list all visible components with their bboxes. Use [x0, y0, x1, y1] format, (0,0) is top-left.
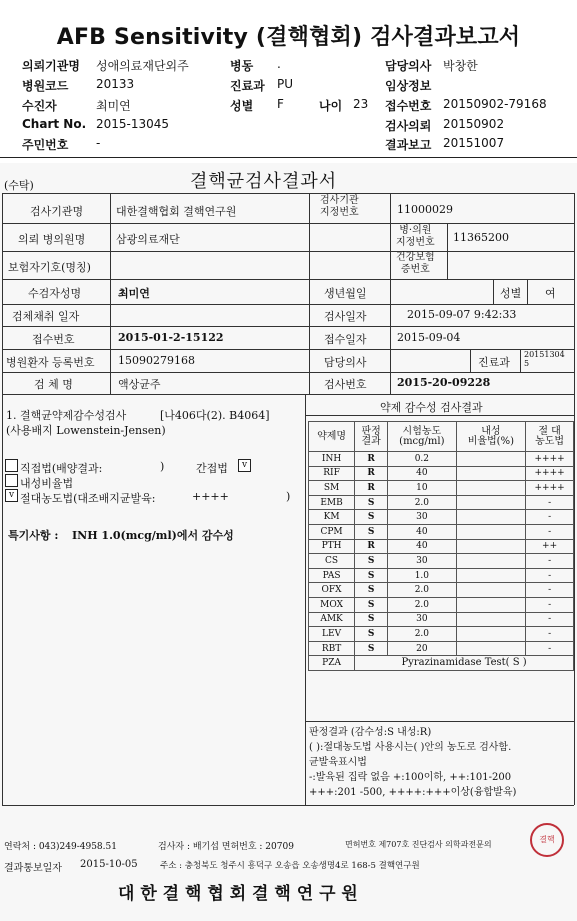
- absolute-growth: ++++: [192, 490, 229, 503]
- examiner: 검사자 : 배기섭 면허번호 : 20709: [158, 842, 294, 852]
- resistance-ratio-checkbox[interactable]: [5, 474, 18, 487]
- insurer-label: 보험자기호(명칭): [8, 261, 91, 274]
- lab-id: 11000029: [397, 203, 453, 216]
- drug-table-title: 약제 감수성 검사결과: [380, 401, 483, 414]
- collect-label: 검체채취 일자: [12, 310, 80, 323]
- grid-line: [447, 223, 448, 279]
- drug-result: R: [355, 466, 388, 481]
- grid-line: [2, 223, 574, 224]
- report-date: 2015-10-05: [80, 859, 138, 870]
- drug-name: AMK: [309, 612, 355, 627]
- drug-name: INH: [309, 452, 355, 467]
- grid-line: [2, 394, 574, 395]
- drug-name: CS: [309, 554, 355, 569]
- drug-absolute: ++++: [526, 481, 574, 496]
- drug-row: [309, 641, 574, 656]
- drug-conc: 1.0: [388, 568, 456, 583]
- patient-label: 수검자성명: [28, 287, 82, 300]
- direct-method-close: ): [160, 460, 165, 473]
- legend-line: +++:201 -500, ++++:+++이상(융합발육): [309, 787, 517, 798]
- drug-result: S: [355, 554, 388, 569]
- header-value: 20133: [96, 77, 135, 91]
- header-value: 박창한: [443, 59, 478, 73]
- grid-line: [2, 372, 574, 373]
- drug-row: [309, 524, 574, 539]
- seal-stamp: [530, 823, 564, 857]
- specimen-label: 검 체 명: [34, 378, 73, 391]
- conc-col-header: 시험농도 (mcg/ml): [388, 422, 456, 452]
- drug-absolute: ++++: [526, 452, 574, 467]
- birth-label: 생년월일: [324, 287, 367, 300]
- drug-absolute: ++++: [526, 466, 574, 481]
- test-date-label: 검사일자: [324, 310, 367, 323]
- drug-name: CPM: [309, 524, 355, 539]
- drug-name: PTH: [309, 539, 355, 554]
- drug-result: R: [355, 481, 388, 496]
- dept-label: 진료과: [478, 356, 510, 369]
- grid-line: [2, 326, 574, 327]
- drug-absolute: -: [526, 583, 574, 598]
- absolute-col-header: 절 대 농도법: [526, 422, 574, 452]
- drug-absolute: -: [526, 641, 574, 656]
- grid-line: [309, 193, 310, 394]
- drug-result: S: [355, 612, 388, 627]
- drug-row: [309, 481, 574, 496]
- lab-name: 대한결핵협회 결핵연구원: [116, 205, 237, 218]
- receipt-no-label: 접수번호: [32, 333, 75, 346]
- grid-line: [2, 251, 574, 252]
- ratio-col-header: 내성 비율법(%): [456, 422, 526, 452]
- hosp-reg-label: 병원환자 등록번호: [6, 356, 95, 369]
- grid-line: [2, 193, 3, 805]
- header-value: .: [277, 57, 281, 71]
- receipt-no: 2015-01-2-15122: [118, 331, 224, 344]
- drug-row: [309, 612, 574, 627]
- drug-ratio: [456, 612, 526, 627]
- drug-ratio: [456, 510, 526, 525]
- drug-row: [309, 452, 574, 467]
- drug-result: S: [355, 597, 388, 612]
- req-hosp-label: 의뢰 병의원명: [18, 233, 86, 246]
- drug-absolute: ++: [526, 539, 574, 554]
- header-label: 결과보고: [385, 138, 432, 152]
- drug-col-header: 약제명: [309, 422, 355, 452]
- drug-name: EMB: [309, 495, 355, 510]
- doctor-label: 담당의사: [324, 356, 367, 369]
- grid-line: [574, 193, 575, 805]
- contact: 연락처 : 043)249-4958.51: [4, 842, 117, 852]
- header-label: 성별: [230, 99, 254, 113]
- clinic-id-label: 병·의원 지정번호: [396, 225, 435, 248]
- drug-absolute: -: [526, 495, 574, 510]
- grid-line: [305, 415, 574, 416]
- header-label: 임상정보: [385, 79, 432, 93]
- header-label: 병원코드: [22, 79, 69, 93]
- pza-value: Pyrazinamidase Test( S ): [355, 656, 574, 671]
- receipt-date: 2015-09-04: [397, 331, 461, 344]
- grid-line: [520, 349, 521, 372]
- grid-line: [470, 349, 471, 372]
- drug-conc: 40: [388, 466, 456, 481]
- header-value: 20150902: [443, 117, 505, 131]
- req-hosp: 삼광의료재단: [116, 233, 180, 246]
- drug-ratio: [456, 524, 526, 539]
- drug-conc: 2.0: [388, 583, 456, 598]
- drug-result: S: [355, 627, 388, 642]
- drug-ratio: [456, 597, 526, 612]
- indirect-method-checkbox[interactable]: v: [238, 459, 251, 472]
- header-label: 주민번호: [22, 138, 69, 152]
- drug-absolute: -: [526, 612, 574, 627]
- drug-result: S: [355, 495, 388, 510]
- drug-sensitivity-table: [308, 421, 574, 671]
- drug-ratio: [456, 627, 526, 642]
- test-name: 1. 결핵균약제감수성검사: [6, 409, 127, 422]
- header-label: 의뢰기관명: [22, 59, 80, 73]
- header-label: 병동: [230, 59, 254, 73]
- drug-row: [309, 583, 574, 598]
- drug-name: KM: [309, 510, 355, 525]
- drug-absolute: -: [526, 627, 574, 642]
- drug-row: [309, 539, 574, 554]
- drug-conc: 30: [388, 554, 456, 569]
- drug-conc: 0.2: [388, 452, 456, 467]
- drug-conc: 10: [388, 481, 456, 496]
- grid-line: [390, 193, 391, 394]
- drug-conc: 2.0: [388, 495, 456, 510]
- drug-result: S: [355, 524, 388, 539]
- drug-row: [309, 510, 574, 525]
- drug-name: RBT: [309, 641, 355, 656]
- remarks-label: 특기사항 :: [8, 529, 59, 542]
- grid-line: [2, 279, 574, 280]
- drug-absolute: -: [526, 524, 574, 539]
- drug-conc: 30: [388, 612, 456, 627]
- sex: 여: [545, 287, 556, 300]
- drug-conc: 30: [388, 510, 456, 525]
- grid-line: [110, 193, 111, 394]
- header-label: 검사의뢰: [385, 119, 432, 133]
- receipt-tag: (수탁): [4, 179, 34, 192]
- drug-row: [309, 568, 574, 583]
- drug-row: [309, 554, 574, 569]
- header-label: 진료과: [230, 79, 265, 93]
- scanned-certificate: [0, 163, 577, 921]
- header-label: 수진자: [22, 99, 57, 113]
- drug-result: R: [355, 539, 388, 554]
- remarks: INH 1.0(mcg/ml)에서 감수성: [72, 529, 234, 542]
- drug-table-header-row: [309, 422, 574, 452]
- license: 면허번호 제707호 진단검사 의학과전문의: [345, 840, 492, 849]
- direct-method-label: 직접법(배양결과:: [20, 462, 103, 475]
- header-label: 접수번호: [385, 99, 432, 113]
- header-value: -: [96, 136, 101, 150]
- drug-absolute: -: [526, 554, 574, 569]
- grid-line: [493, 279, 494, 304]
- header-label: 담당의사: [385, 59, 432, 73]
- drug-result: S: [355, 510, 388, 525]
- grid-line: [2, 805, 574, 806]
- header-value: 2015-13045: [96, 117, 170, 131]
- drug-conc: 2.0: [388, 597, 456, 612]
- absolute-conc-checkbox[interactable]: v: [5, 489, 18, 502]
- legend-line: 판정결과 (감수성:S 내성:R): [309, 727, 432, 738]
- drug-absolute: -: [526, 510, 574, 525]
- lab-name-label: 검사기관명: [30, 205, 84, 218]
- grid-line: [2, 304, 574, 305]
- address: 주소 : 충청북도 청주시 흥덕구 오송읍 오송생명4로 168-5 결핵연구원: [160, 861, 420, 871]
- absolute-conc-label: 절대농도법(대조배지균발육:: [20, 492, 156, 505]
- receipt-date-label: 접수일자: [324, 333, 367, 346]
- header-value: 최미연: [96, 99, 131, 113]
- header-label: Chart No.: [22, 117, 87, 131]
- lab-id-label: 검사기관 지정번호: [320, 195, 359, 218]
- drug-absolute: -: [526, 597, 574, 612]
- drug-ratio: [456, 554, 526, 569]
- dept: 20151304 5: [524, 350, 565, 368]
- test-date: 2015-09-07 9:42:33: [407, 308, 517, 321]
- drug-row: [309, 627, 574, 642]
- drug-name: LEV: [309, 627, 355, 642]
- drug-ratio: [456, 466, 526, 481]
- report-title: AFB Sensitivity (결핵협회) 검사결과보고서: [56, 25, 521, 50]
- header-value: 23: [353, 97, 369, 111]
- drug-name: MOX: [309, 597, 355, 612]
- header-value: 성애의료재단외주: [96, 59, 189, 73]
- test-code: [나406다(2). B4064]: [160, 409, 270, 422]
- drug-row: [309, 495, 574, 510]
- drug-name: RIF: [309, 466, 355, 481]
- header-label: 나이: [319, 99, 343, 113]
- sex-label: 성별: [500, 287, 522, 300]
- hosp-reg: 15090279168: [118, 354, 195, 367]
- drug-name: SM: [309, 481, 355, 496]
- header-value: PU: [277, 77, 294, 91]
- exam-no-label: 검사번호: [324, 378, 367, 391]
- drug-name: OFX: [309, 583, 355, 598]
- direct-method-checkbox[interactable]: [5, 459, 18, 472]
- legend-line: -:발육된 집락 없음 +:100이하, ++:101-200: [309, 772, 512, 783]
- grid-line: [2, 193, 574, 194]
- drug-ratio: [456, 583, 526, 598]
- report-date-label: 결과통보일자: [4, 863, 62, 874]
- seal-text: 결핵: [539, 835, 555, 844]
- legend-line: ( ):절대농도법 사용시는( )안의 농도로 검사함.: [309, 742, 512, 753]
- header-value: 20151007: [443, 136, 505, 150]
- drug-conc: 40: [388, 539, 456, 554]
- drug-ratio: [456, 568, 526, 583]
- exam-no: 2015-20-09228: [397, 376, 491, 389]
- grid-line: [305, 721, 574, 722]
- certificate-title: 결핵균검사결과서: [190, 171, 338, 192]
- resistance-ratio-label: 내성비율법: [20, 477, 74, 490]
- absolute-close: ): [286, 490, 291, 503]
- clinic-id: 11365200: [453, 231, 509, 244]
- drug-absolute: -: [526, 568, 574, 583]
- pza-label: PZA: [309, 656, 355, 671]
- specimen: 액상균주: [118, 378, 161, 391]
- drug-conc: 2.0: [388, 627, 456, 642]
- legend: [309, 725, 516, 800]
- pza-row: [309, 656, 574, 671]
- issuing-organization: 대 한 결 핵 협 회 결 핵 연 구 원: [118, 884, 358, 904]
- medium: (사용배지 Lowenstein-Jensen): [6, 424, 166, 437]
- drug-ratio: [456, 641, 526, 656]
- grid-line: [305, 394, 306, 805]
- header-value: F: [277, 97, 284, 111]
- result-col-header: 판정 결과: [355, 422, 388, 452]
- drug-result: S: [355, 583, 388, 598]
- drug-conc: 40: [388, 524, 456, 539]
- drug-result: S: [355, 641, 388, 656]
- drug-name: PAS: [309, 568, 355, 583]
- header-value: 20150902-79168: [443, 97, 547, 111]
- indirect-method-label: 간접법: [196, 462, 228, 475]
- insurance-card-label: 건강보험 증번호: [396, 252, 435, 275]
- drug-ratio: [456, 452, 526, 467]
- drug-conc: 20: [388, 641, 456, 656]
- drug-ratio: [456, 481, 526, 496]
- drug-result: R: [355, 452, 388, 467]
- legend-line: 균발육표시법: [309, 757, 367, 768]
- patient-name: 최미연: [118, 287, 150, 300]
- drug-row: [309, 597, 574, 612]
- drug-row: [309, 466, 574, 481]
- header-divider: [0, 157, 577, 158]
- drug-ratio: [456, 495, 526, 510]
- grid-line: [527, 279, 528, 304]
- drug-result: S: [355, 568, 388, 583]
- drug-ratio: [456, 539, 526, 554]
- grid-line: [2, 349, 574, 350]
